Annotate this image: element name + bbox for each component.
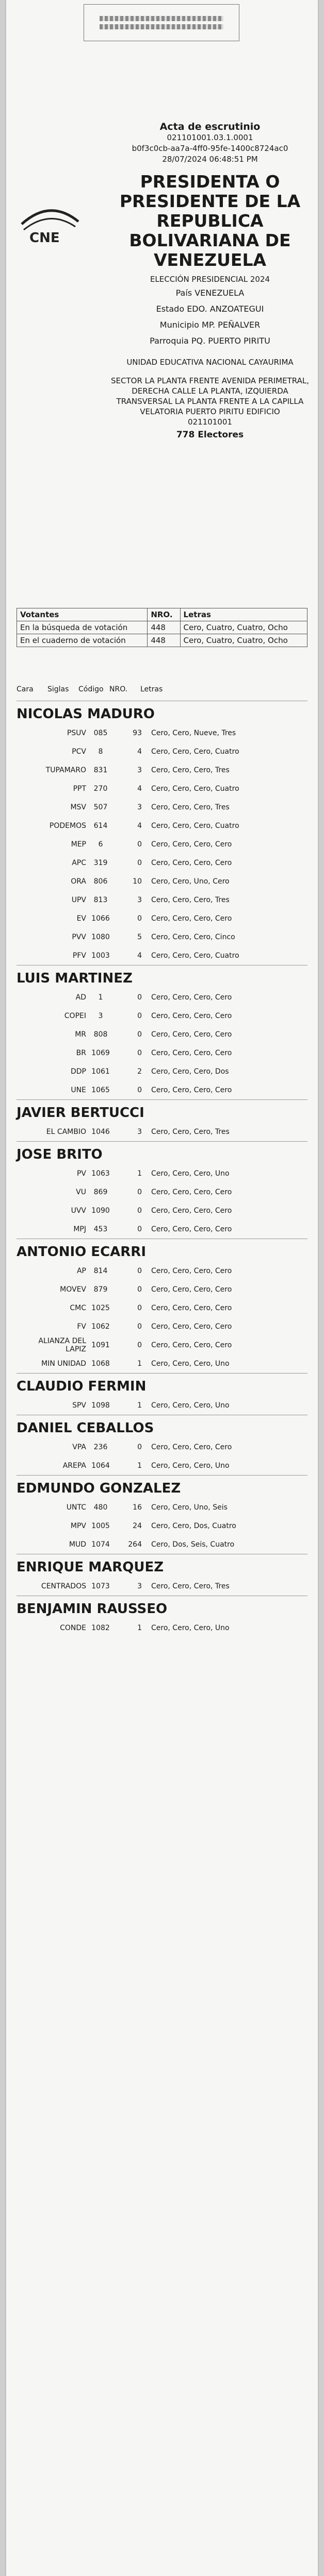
party-acronym: AREPA: [62, 1462, 86, 1470]
vote-letters: Cero, Cero, Cero, Cero: [151, 1225, 232, 1233]
municipality: Municipio MP. PEÑALVER: [159, 320, 261, 330]
vote-number: 1: [137, 1462, 142, 1470]
banner-pattern: [100, 24, 223, 29]
party-code: 814: [93, 1267, 108, 1275]
banner-pattern: [100, 16, 223, 21]
party-code: 480: [93, 1503, 108, 1512]
vote-letters: Cero, Cero, Cero, Cero: [151, 1285, 232, 1294]
candidate-name: BENJAMIN RAUSSEO: [17, 1596, 307, 1619]
list-item: [17, 1280, 307, 1299]
vote-letters: Cero, Cero, Cero, Cero: [151, 840, 232, 849]
list-item: [17, 1183, 307, 1201]
vote-letters: Cero, Cero, Dos, Cuatro: [151, 1522, 236, 1530]
party-code: 1091: [91, 1341, 110, 1349]
party-acronym: PSUV: [67, 729, 86, 737]
party-acronym: VU: [76, 1188, 86, 1196]
vote-letters: Cero, Cero, Cero, Cuatro: [151, 952, 239, 960]
state: Estado EDO. ANZOATEGUI: [156, 304, 264, 314]
list-item: [17, 1619, 307, 1637]
receipt-header-banner: [84, 4, 239, 41]
list-item: [17, 1336, 307, 1354]
party-acronym: PCV: [72, 748, 86, 756]
party-acronym: ALIANZA DEL LAPIZ: [38, 1337, 86, 1353]
candidate-name: ENRIQUE MARQUEZ: [17, 1554, 307, 1577]
vote-number: 0: [137, 1188, 142, 1196]
party-acronym: PFV: [72, 952, 86, 960]
party-code: 614: [93, 822, 108, 830]
vote-number: 3: [137, 896, 142, 904]
vote-letters: Cero, Cero, Cero, Cuatro: [151, 822, 239, 830]
party-code: 1: [98, 993, 103, 1002]
list-item: [17, 1438, 307, 1456]
list-item: [17, 1396, 307, 1415]
list-item: [17, 1062, 307, 1081]
vote-number: 0: [137, 1304, 142, 1312]
party-code: 1069: [91, 1049, 110, 1057]
vote-number: 1: [137, 1401, 142, 1410]
election-header: [109, 121, 311, 440]
list-item: [17, 891, 307, 909]
vote-number: 0: [137, 1341, 142, 1349]
party-acronym: AD: [75, 993, 86, 1002]
party-code: 1063: [91, 1170, 110, 1178]
list-item: [17, 928, 307, 946]
vote-letters: Cero, Cero, Cero, Dos: [151, 1067, 229, 1076]
candidate-name: JOSE BRITO: [17, 1141, 307, 1164]
party-acronym: FV: [77, 1323, 86, 1331]
vote-letters: Cero, Cero, Cero, Uno: [151, 1170, 230, 1178]
vote-number: 24: [133, 1522, 142, 1530]
vote-number: 0: [137, 1267, 142, 1275]
vote-number: 4: [137, 785, 142, 793]
list-item: [17, 835, 307, 854]
vote-letters: Cero, Cero, Cero, Cero: [151, 1086, 232, 1094]
party-acronym: EV: [76, 914, 86, 923]
vote-letters: Cero, Cero, Cero, Cinco: [151, 933, 235, 941]
col-number: NRO.: [148, 608, 180, 621]
vote-number: 0: [137, 859, 142, 867]
party-code: 1090: [91, 1207, 110, 1215]
party-code: 1080: [91, 933, 110, 941]
vote-number: 264: [128, 1540, 142, 1549]
party-code: 453: [93, 1225, 108, 1233]
list-item: [17, 1577, 307, 1596]
vote-letters: Cero, Cero, Cero, Cero: [151, 993, 232, 1002]
vote-letters: Cero, Cero, Cero, Cero: [151, 1188, 232, 1196]
vote-number: 3: [137, 1128, 142, 1136]
candidate-name: JAVIER BERTUCCI: [17, 1099, 307, 1123]
vote-letters: Cero, Cero, Uno, Cero: [151, 877, 230, 886]
candidate-results: [17, 701, 307, 1637]
party-code: 1066: [91, 914, 110, 923]
act-hash: b0f3c0cb-aa7a-4ff0-95fe-1400c8724ac0: [132, 144, 288, 153]
list-item: [17, 779, 307, 798]
party-acronym: EL CAMBIO: [46, 1128, 86, 1136]
party-acronym: CONDE: [60, 1624, 86, 1632]
party-acronym: AP: [76, 1267, 86, 1275]
party-acronym: PV: [76, 1170, 86, 1178]
list-item: [17, 1517, 307, 1535]
party-acronym: MOVEV: [60, 1285, 86, 1294]
candidate-name: EDMUNDO GONZALEZ: [17, 1475, 307, 1498]
vote-letters: Cero, Cero, Cero, Cero: [151, 1304, 232, 1312]
center-address: SECTOR LA PLANTA FRENTE AVENIDA PERIMETRAL, DERECHA CALLE LA PLANTA, IZQUIERDA TRANSVERSAL LA PLANTA FRENTE A LA CAPILLA VELATORIA PUERTO PIRITU EDIFICIO: [111, 376, 309, 416]
center-name: UNIDAD EDUCATIVA NACIONAL CAYAURIMA: [126, 358, 294, 367]
party-code: 1064: [91, 1462, 110, 1470]
vote-letters: Cero, Cero, Cero, Tres: [151, 766, 230, 774]
list-item: [17, 1456, 307, 1475]
vote-letters: Cero, Cero, Cero, Cero: [151, 1267, 232, 1275]
candidate-name: LUIS MARTINEZ: [17, 965, 307, 988]
vote-letters: Cero, Cero, Cero, Cero: [151, 1030, 232, 1039]
svg-text:CNE: CNE: [29, 230, 60, 246]
party-acronym: BR: [76, 1049, 86, 1057]
party-code: 806: [93, 877, 108, 886]
vote-number: 0: [137, 1012, 142, 1020]
party-code: 1005: [91, 1522, 110, 1530]
vote-number: 0: [137, 1443, 142, 1451]
vote-number: 16: [133, 1503, 142, 1512]
vote-letters: Cero, Cero, Uno, Seis: [151, 1503, 228, 1512]
voters-summary-table: [17, 608, 307, 647]
list-item: [17, 761, 307, 779]
list-item: [17, 946, 307, 965]
party-acronym: MUD: [69, 1540, 86, 1549]
party-code: 1073: [91, 1582, 110, 1590]
vote-letters: Cero, Cero, Cero, Cero: [151, 1341, 232, 1349]
vote-number: 2: [137, 1067, 142, 1076]
party-acronym: MPV: [70, 1522, 86, 1530]
election-heading: PRESIDENTA O PRESIDENTE DE LA REPUBLICA BOLIVARIANA DE VENEZUELA: [119, 172, 301, 270]
list-item: [17, 1299, 307, 1317]
party-acronym: APC: [72, 859, 86, 867]
col-voters: Votantes: [17, 608, 148, 621]
party-acronym: VPA: [72, 1443, 86, 1451]
vote-number: 0: [137, 914, 142, 923]
party-acronym: UVV: [71, 1207, 86, 1215]
party-acronym: CMC: [70, 1304, 86, 1312]
vote-letters: Cero, Cero, Cero, Cero: [151, 914, 232, 923]
list-item: [17, 742, 307, 761]
vote-number: 1: [137, 1624, 142, 1632]
party-acronym: TUPAMARO: [45, 766, 86, 774]
party-acronym: UNTC: [66, 1503, 86, 1512]
vote-number: 5: [137, 933, 142, 941]
table-row: En el cuaderno de votación 448 Cero, Cuatro, Cuatro, Ocho: [17, 634, 307, 647]
vote-number: 4: [137, 952, 142, 960]
list-item: [17, 724, 307, 742]
party-acronym: MIN UNIDAD: [41, 1360, 86, 1368]
candidate-name: CLAUDIO FERMIN: [17, 1373, 307, 1396]
list-item: [17, 1262, 307, 1280]
vote-number: 93: [133, 729, 142, 737]
vote-number: 0: [137, 1285, 142, 1294]
party-acronym: COPEI: [64, 1012, 86, 1020]
list-item: [17, 854, 307, 872]
party-acronym: PVV: [72, 933, 86, 941]
list-item: [17, 1007, 307, 1025]
list-item: [17, 1317, 307, 1336]
party-acronym: PPT: [73, 785, 86, 793]
vote-letters: Cero, Cero, Cero, Uno: [151, 1360, 230, 1368]
vote-letters: Cero, Cero, Cero, Tres: [151, 1582, 230, 1590]
list-item: [17, 1044, 307, 1062]
vote-number: 1: [137, 1360, 142, 1368]
country: País VENEZUELA: [175, 288, 245, 298]
list-item: [17, 798, 307, 817]
party-code: 319: [93, 859, 108, 867]
vote-letters: Cero, Cero, Cero, Cero: [151, 1443, 232, 1451]
party-code: 813: [93, 896, 108, 904]
party-code: 1098: [91, 1401, 110, 1410]
party-acronym: MSV: [70, 803, 86, 811]
list-item: [17, 1123, 307, 1141]
list-item: [17, 988, 307, 1007]
party-acronym: DDP: [70, 1067, 86, 1076]
list-item: [17, 1535, 307, 1554]
vote-letters: Cero, Cero, Cero, Uno: [151, 1462, 230, 1470]
vote-number: 1: [137, 1170, 142, 1178]
receipt: [6, 0, 318, 2576]
list-item: [17, 1164, 307, 1183]
vote-letters: Cero, Dos, Seis, Cuatro: [151, 1540, 235, 1549]
party-acronym: PODEMOS: [49, 822, 86, 830]
list-item: [17, 1025, 307, 1044]
vote-number: 10: [133, 877, 142, 886]
party-code: 1046: [91, 1128, 110, 1136]
col-letters: Letras: [180, 608, 307, 621]
party-code: 831: [93, 766, 108, 774]
vote-letters: Cero, Cero, Cero, Cuatro: [151, 748, 239, 756]
party-code: 1025: [91, 1304, 110, 1312]
candidate-name: DANIEL CEBALLOS: [17, 1415, 307, 1438]
vote-number: 0: [137, 993, 142, 1002]
party-acronym: MPJ: [73, 1225, 86, 1233]
party-code: 270: [93, 785, 108, 793]
party-code: 1062: [91, 1323, 110, 1331]
vote-letters: Cero, Cero, Cero, Cuatro: [151, 785, 239, 793]
act-code: 021101001.03.1.0001: [167, 133, 253, 142]
vote-letters: Cero, Cero, Nueve, Tres: [151, 729, 236, 737]
party-acronym: MR: [75, 1030, 86, 1039]
vote-number: 0: [137, 1049, 142, 1057]
vote-letters: Cero, Cero, Cero, Cero: [151, 1012, 232, 1020]
party-acronym: SPV: [72, 1401, 86, 1410]
vote-letters: Cero, Cero, Cero, Tres: [151, 803, 230, 811]
vote-number: 4: [137, 748, 142, 756]
vote-number: 0: [137, 1207, 142, 1215]
vote-letters: Cero, Cero, Cero, Cero: [151, 1207, 232, 1215]
candidate-name: ANTONIO ECARRI: [17, 1239, 307, 1262]
party-code: 8: [98, 748, 103, 756]
list-item: [17, 872, 307, 891]
party-acronym: UNE: [71, 1086, 86, 1094]
vote-number: 0: [137, 1323, 142, 1331]
vote-number: 0: [137, 840, 142, 849]
list-item: [17, 909, 307, 928]
party-acronym: UPV: [71, 896, 86, 904]
vote-letters: Cero, Cero, Cero, Tres: [151, 896, 230, 904]
party-code: 1068: [91, 1360, 110, 1368]
party-acronym: CENTRADOS: [41, 1582, 86, 1590]
vote-letters: Cero, Cero, Cero, Cero: [151, 1049, 232, 1057]
list-item: [17, 1498, 307, 1517]
vote-letters: Cero, Cero, Cero, Cero: [151, 1323, 232, 1331]
vote-number: 0: [137, 1030, 142, 1039]
vote-number: 0: [137, 1225, 142, 1233]
vote-number: 4: [137, 822, 142, 830]
party-code: 1065: [91, 1086, 110, 1094]
party-code: 808: [93, 1030, 108, 1039]
list-item: [17, 1081, 307, 1099]
vote-letters: Cero, Cero, Cero, Uno: [151, 1624, 230, 1632]
party-acronym: ORA: [71, 877, 86, 886]
results-column-header: Cara Siglas Código NRO. Letras: [17, 685, 163, 693]
center-code: 021101001: [188, 417, 232, 427]
table-row: En la búsqueda de votación 448 Cero, Cuatro, Cuatro, Ocho: [17, 621, 307, 634]
parish: Parroquia PQ. PUERTO PIRITU: [150, 336, 270, 346]
vote-number: 3: [137, 1582, 142, 1590]
election-name: ELECCIÓN PRESIDENCIAL 2024: [150, 275, 270, 284]
party-code: 236: [93, 1443, 108, 1451]
vote-number: 3: [137, 803, 142, 811]
party-code: 085: [93, 729, 108, 737]
candidate-name: NICOLAS MADURO: [17, 701, 307, 724]
electors-count: 778 Electores: [176, 430, 244, 440]
list-item: [17, 817, 307, 835]
vote-number: 3: [137, 766, 142, 774]
party-code: 1074: [91, 1540, 110, 1549]
act-datetime: 28/07/2024 06:48:51 PM: [162, 155, 258, 164]
party-code: 1003: [91, 952, 110, 960]
party-code: 507: [93, 803, 108, 811]
cne-logo-icon: [17, 201, 84, 247]
party-acronym: MEP: [71, 840, 86, 849]
party-code: 6: [98, 840, 103, 849]
vote-letters: Cero, Cero, Cero, Cero: [151, 859, 232, 867]
vote-number: 0: [137, 1086, 142, 1094]
list-item: [17, 1220, 307, 1239]
vote-letters: Cero, Cero, Cero, Uno: [151, 1401, 230, 1410]
vote-letters: Cero, Cero, Cero, Tres: [151, 1128, 230, 1136]
act-title: Acta de escrutinio: [159, 121, 261, 132]
party-code: 1061: [91, 1067, 110, 1076]
party-code: 879: [93, 1285, 108, 1294]
party-code: 869: [93, 1188, 108, 1196]
party-code: 3: [98, 1012, 103, 1020]
list-item: [17, 1354, 307, 1373]
party-code: 1082: [91, 1624, 110, 1632]
list-item: [17, 1201, 307, 1220]
